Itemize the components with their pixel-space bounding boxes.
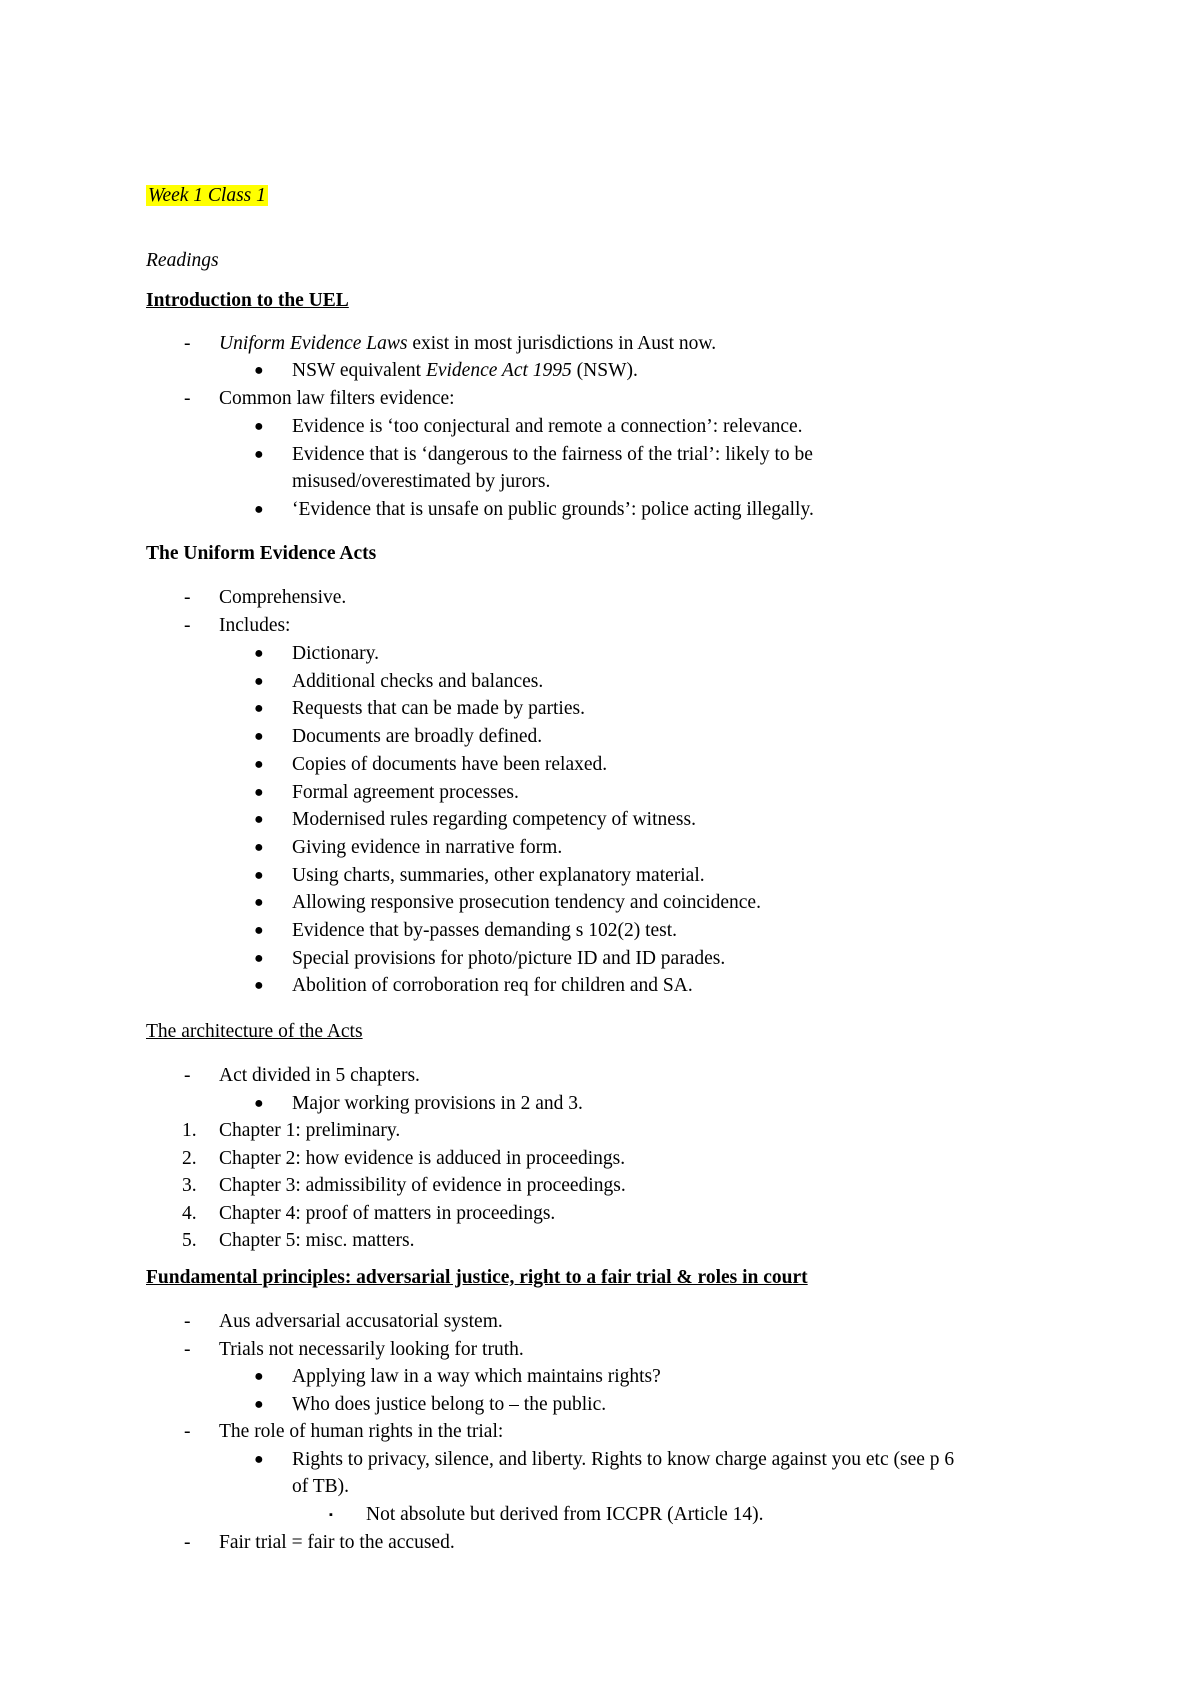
list-item: ‘Evidence that is unsafe on public grounds’: police acting illegally. [292, 499, 814, 520]
bullet-marker: ● [254, 1368, 264, 1385]
dash-marker: - [184, 1065, 191, 1086]
list-item: The role of human rights in the trial: [219, 1421, 504, 1442]
list-item: Major working provisions in 2 and 3. [292, 1093, 583, 1114]
dash-marker: - [184, 1339, 191, 1360]
bullet-marker: ● [254, 673, 264, 690]
bullet-marker: ● [254, 501, 264, 518]
list-item: Act divided in 5 chapters. [219, 1065, 420, 1086]
bullet-marker: ● [254, 446, 264, 463]
bullet-marker: ● [254, 784, 264, 801]
week-title-highlight: Week 1 Class 1 [148, 185, 266, 206]
list-number: 3. [182, 1175, 197, 1196]
dash-marker: - [184, 587, 191, 608]
list-item: Using charts, summaries, other explanatory material. [292, 865, 705, 886]
list-item: Includes: [219, 615, 291, 636]
list-item: Special provisions for photo/picture ID and ID parades. [292, 948, 726, 969]
list-item: Giving evidence in narrative form. [292, 837, 563, 858]
list-number: 1. [182, 1120, 197, 1141]
nsw-post: (NSW). [571, 360, 638, 381]
bullet-marker: ● [254, 922, 264, 939]
list-item: Abolition of corroboration req for children and SA. [292, 975, 693, 996]
chapter-item: Chapter 1: preliminary. [219, 1120, 401, 1141]
nsw-pre: NSW equivalent [292, 360, 426, 381]
list-item: Modernised rules regarding competency of witness. [292, 809, 696, 830]
bullet-marker: ● [254, 867, 264, 884]
list-item [219, 331, 716, 357]
list-item: Applying law in a way which maintains rights? [292, 1366, 661, 1387]
bullet-marker: ● [254, 1095, 264, 1112]
week-title [146, 183, 268, 209]
chapter-item: Chapter 4: proof of matters in proceedings. [219, 1203, 556, 1224]
bullet-marker: ● [254, 811, 264, 828]
list-number: 2. [182, 1148, 197, 1169]
evidence-act: Evidence Act 1995 [425, 360, 572, 381]
uel-rest: exist in most jurisdictions in Aust now. [407, 333, 717, 354]
dash-marker: - [184, 333, 191, 354]
list-number: 4. [182, 1203, 197, 1224]
list-item: Formal agreement processes. [292, 782, 519, 803]
list-item: Comprehensive. [219, 587, 347, 608]
bullet-marker: ● [254, 894, 264, 911]
list-item: Additional checks and balances. [292, 671, 544, 692]
dash-marker: - [184, 615, 191, 636]
list-item: Evidence that by-passes demanding s 102(2) test. [292, 920, 678, 941]
bullet-marker: ● [254, 362, 264, 379]
list-item: Trials not necessarily looking for truth. [219, 1339, 524, 1360]
square-bullet-marker: ▪ [329, 1509, 333, 1521]
list-number: 5. [182, 1230, 197, 1251]
list-item-continuation: misused/overestimated by jurors. [292, 471, 551, 492]
chapter-item: Chapter 3: admissibility of evidence in proceedings. [219, 1175, 626, 1196]
section-heading-architecture: The architecture of the Acts [146, 1021, 363, 1042]
list-item: Allowing responsive prosecution tendency and coincidence. [292, 892, 761, 913]
list-item-continuation: of TB). [292, 1476, 350, 1497]
bullet-marker: ● [254, 839, 264, 856]
section-heading-uea: The Uniform Evidence Acts [146, 543, 377, 564]
readings-label: Readings [146, 250, 219, 271]
dash-marker: - [184, 1532, 191, 1553]
list-item: Evidence that is ‘dangerous to the fairness of the trial’: likely to be [292, 444, 813, 465]
section-heading-intro: Introduction to the UEL [146, 290, 349, 311]
chapter-item: Chapter 5: misc. matters. [219, 1230, 415, 1251]
bullet-marker: ● [254, 645, 264, 662]
bullet-marker: ● [254, 1451, 264, 1468]
bullet-marker: ● [254, 977, 264, 994]
list-item: Aus adversarial accusatorial system. [219, 1311, 503, 1332]
list-item: Common law filters evidence: [219, 388, 455, 409]
bullet-marker: ● [254, 1396, 264, 1413]
bullet-marker: ● [254, 950, 264, 967]
list-item: Rights to privacy, silence, and liberty. Rights to know charge against you etc (see p 6 [292, 1449, 955, 1470]
chapter-item: Chapter 2: how evidence is adduced in proceedings. [219, 1148, 626, 1169]
dash-marker: - [184, 1311, 191, 1332]
list-item: Documents are broadly defined. [292, 726, 543, 747]
list-item: Who does justice belong to – the public. [292, 1394, 607, 1415]
dash-marker: - [184, 388, 191, 409]
list-item: Dictionary. [292, 643, 379, 664]
list-item: Not absolute but derived from ICCPR (Article 14). [366, 1504, 764, 1525]
section-heading-principles: Fundamental principles: adversarial justice, right to a fair trial & roles in court [146, 1267, 808, 1288]
list-item: Requests that can be made by parties. [292, 698, 585, 719]
bullet-marker: ● [254, 700, 264, 717]
list-item: Fair trial = fair to the accused. [219, 1532, 455, 1553]
bullet-marker: ● [254, 728, 264, 745]
list-item: Copies of documents have been relaxed. [292, 754, 608, 775]
dash-marker: - [184, 1421, 191, 1442]
list-item: Evidence is ‘too conjectural and remote a connection’: relevance. [292, 416, 803, 437]
bullet-marker: ● [254, 418, 264, 435]
uel-name: Uniform Evidence Laws [219, 333, 408, 354]
list-item [292, 358, 638, 384]
bullet-marker: ● [254, 756, 264, 773]
